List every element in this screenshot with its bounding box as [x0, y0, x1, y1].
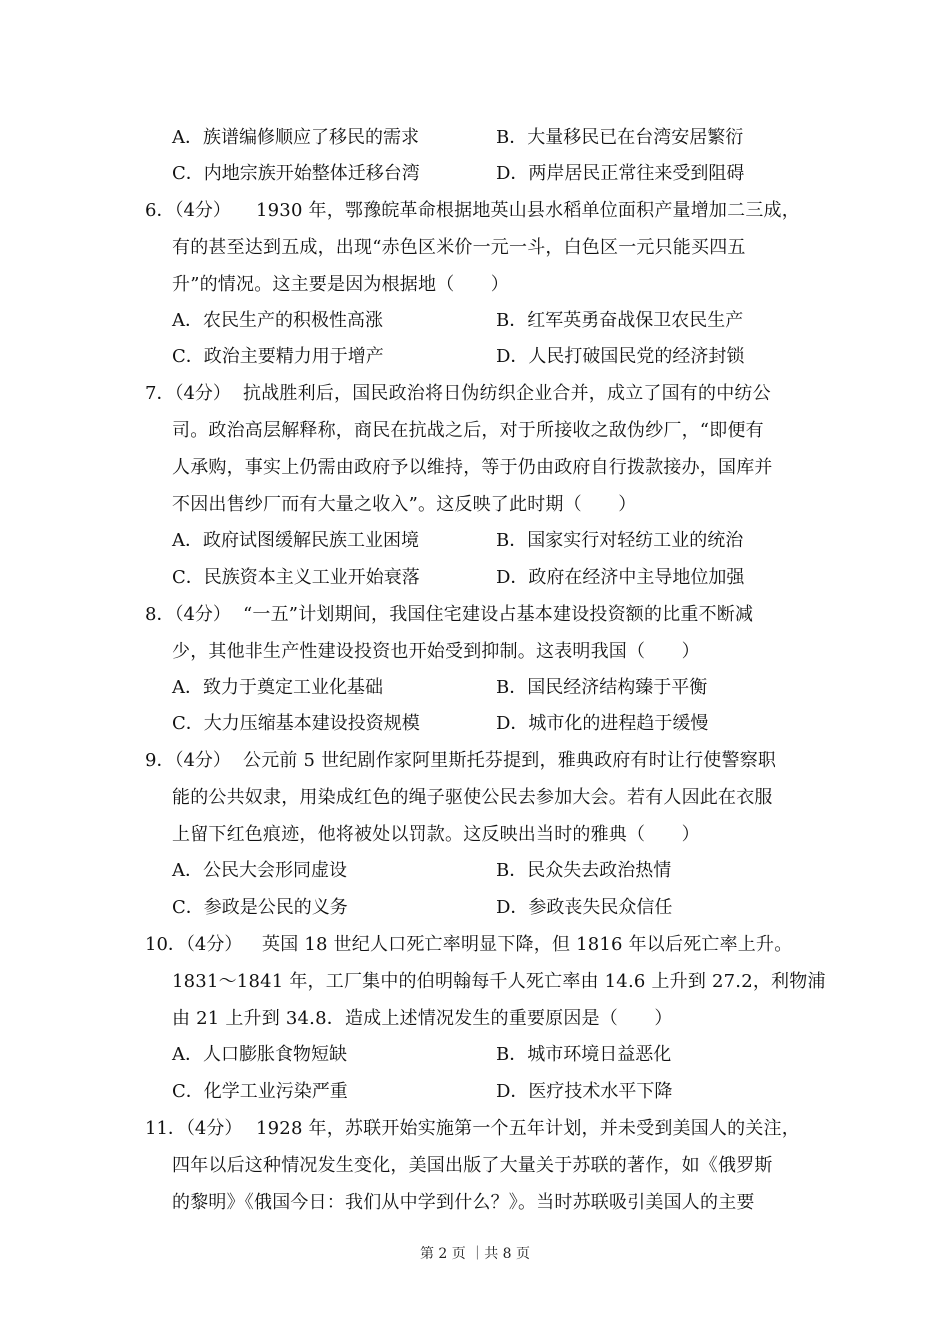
q9-option-c: C．参政是公民的义务	[172, 897, 348, 918]
q6-number: 6．（4分）	[145, 200, 231, 221]
q6-option-c: C．政治主要精力用于增产	[172, 346, 384, 367]
q11-line-3: 的黎明》《俄国今日：我们从中学到什么？》。当时苏联吸引美国人的主要	[172, 1192, 755, 1213]
q7-option-b: B．国家实行对轻纺工业的统治	[496, 530, 744, 551]
q8-line-2: 少，其他非生产性建设投资也开始受到抑制。这表明我国（ ）	[172, 641, 700, 662]
q7-option-c: C．民族资本主义工业开始衰落	[172, 567, 420, 588]
q7-option-d: D．政府在经济中主导地位加强	[496, 567, 745, 588]
q7-line-2: 司。政治高层解释称，商民在抗战之后，对于所接收之敌伪纱厂，“即便有	[172, 420, 764, 441]
q8-line-1: “一五”计划期间，我国住宅建设占基本建设投资额的比重不断减	[243, 604, 754, 625]
q5-option-c: C．内地宗族开始整体迁移台湾	[172, 163, 420, 184]
q8-number: 8．（4分）	[145, 604, 231, 625]
q9-number: 9．（4分）	[145, 750, 231, 771]
q10-option-d: D．医疗技术水平下降	[496, 1081, 673, 1102]
q9-line-3: 上留下红色痕迹，他将被处以罚款。这反映出当时的雅典（ ）	[172, 824, 700, 845]
q11-line-1: 1928 年，苏联开始实施第一个五年计划，并未受到美国人的关注，	[256, 1118, 800, 1139]
q8-option-d: D．城市化的进程趋于缓慢	[496, 713, 709, 734]
q11-number: 11．（4分）	[145, 1118, 243, 1139]
q6-option-b: B．红军英勇奋战保卫农民生产	[496, 310, 744, 331]
q11-line-2: 四年以后这种情况发生变化，美国出版了大量关于苏联的著作，如《俄罗斯	[172, 1155, 773, 1176]
q9-line-2: 能的公共奴隶，用染成红色的绳子驱使公民去参加大会。若有人因此在衣服	[172, 787, 773, 808]
q7-line-3: 人承购，事实上仍需由政府予以维持，等于仍由政府自行拨款接办，国库并	[172, 457, 773, 478]
q8-option-a: A．致力于奠定工业化基础	[172, 677, 383, 698]
q7-number: 7．（4分）	[145, 383, 231, 404]
q7-option-a: A．政府试图缓解民族工业困境	[172, 530, 419, 551]
q6-line-2: 有的甚至达到五成，出现“赤色区米价一元一斗，白色区一元只能买四五	[172, 237, 746, 258]
q6-option-d: D．人民打破国民党的经济封锁	[496, 346, 745, 367]
q5-option-b: B．大量移民已在台湾安居繁衍	[496, 127, 744, 148]
page-footer: 第 2 页 ｜共 8 页	[419, 1246, 531, 1262]
q6-line-3: 升”的情况。这主要是因为根据地（ ）	[172, 274, 510, 295]
q8-option-b: B．国民经济结构臻于平衡	[496, 677, 708, 698]
q10-line-1: 英国 18 世纪人口死亡率明显下降，但 1816 年以后死亡率上升。	[262, 934, 793, 955]
q9-option-d: D．参政丧失民众信任	[496, 897, 673, 918]
q10-line-3: 由 21 上升到 34.8．造成上述情况发生的重要原因是（ ）	[172, 1008, 673, 1029]
q10-option-c: C．化学工业污染严重	[172, 1081, 348, 1102]
q9-line-1: 公元前 5 世纪剧作家阿里斯托芬提到，雅典政府有时让行使警察职	[243, 750, 777, 771]
q5-option-d: D．两岸居民正常往来受到阻碍	[496, 163, 745, 184]
q7-line-1: 抗战胜利后，国民政治将日伪纺织企业合并，成立了国有的中纺公	[243, 383, 771, 404]
q6-line-1: 1930 年，鄂豫皖革命根据地英山县水稻单位面积产量增加二三成，	[256, 200, 800, 221]
q8-option-c: C．大力压缩基本建设投资规模	[172, 713, 420, 734]
q10-line-2: 1831～1841 年，工厂集中的伯明翰每千人死亡率由 14.6 上升到 27.2，利物浦	[172, 971, 826, 992]
q10-option-a: A．人口膨胀食物短缺	[172, 1044, 347, 1065]
q9-option-b: B．民众失去政治热情	[496, 860, 672, 881]
q10-option-b: B．城市环境日益恶化	[496, 1044, 672, 1065]
q6-option-a: A．农民生产的积极性高涨	[172, 310, 383, 331]
q9-option-a: A．公民大会形同虚设	[172, 860, 347, 881]
q5-option-a: A．族谱编修顺应了移民的需求	[172, 127, 419, 148]
q10-number: 10．（4分）	[145, 934, 243, 955]
q7-line-4: 不因出售纱厂而有大量之收入”。这反映了此时期（ ）	[172, 494, 637, 515]
